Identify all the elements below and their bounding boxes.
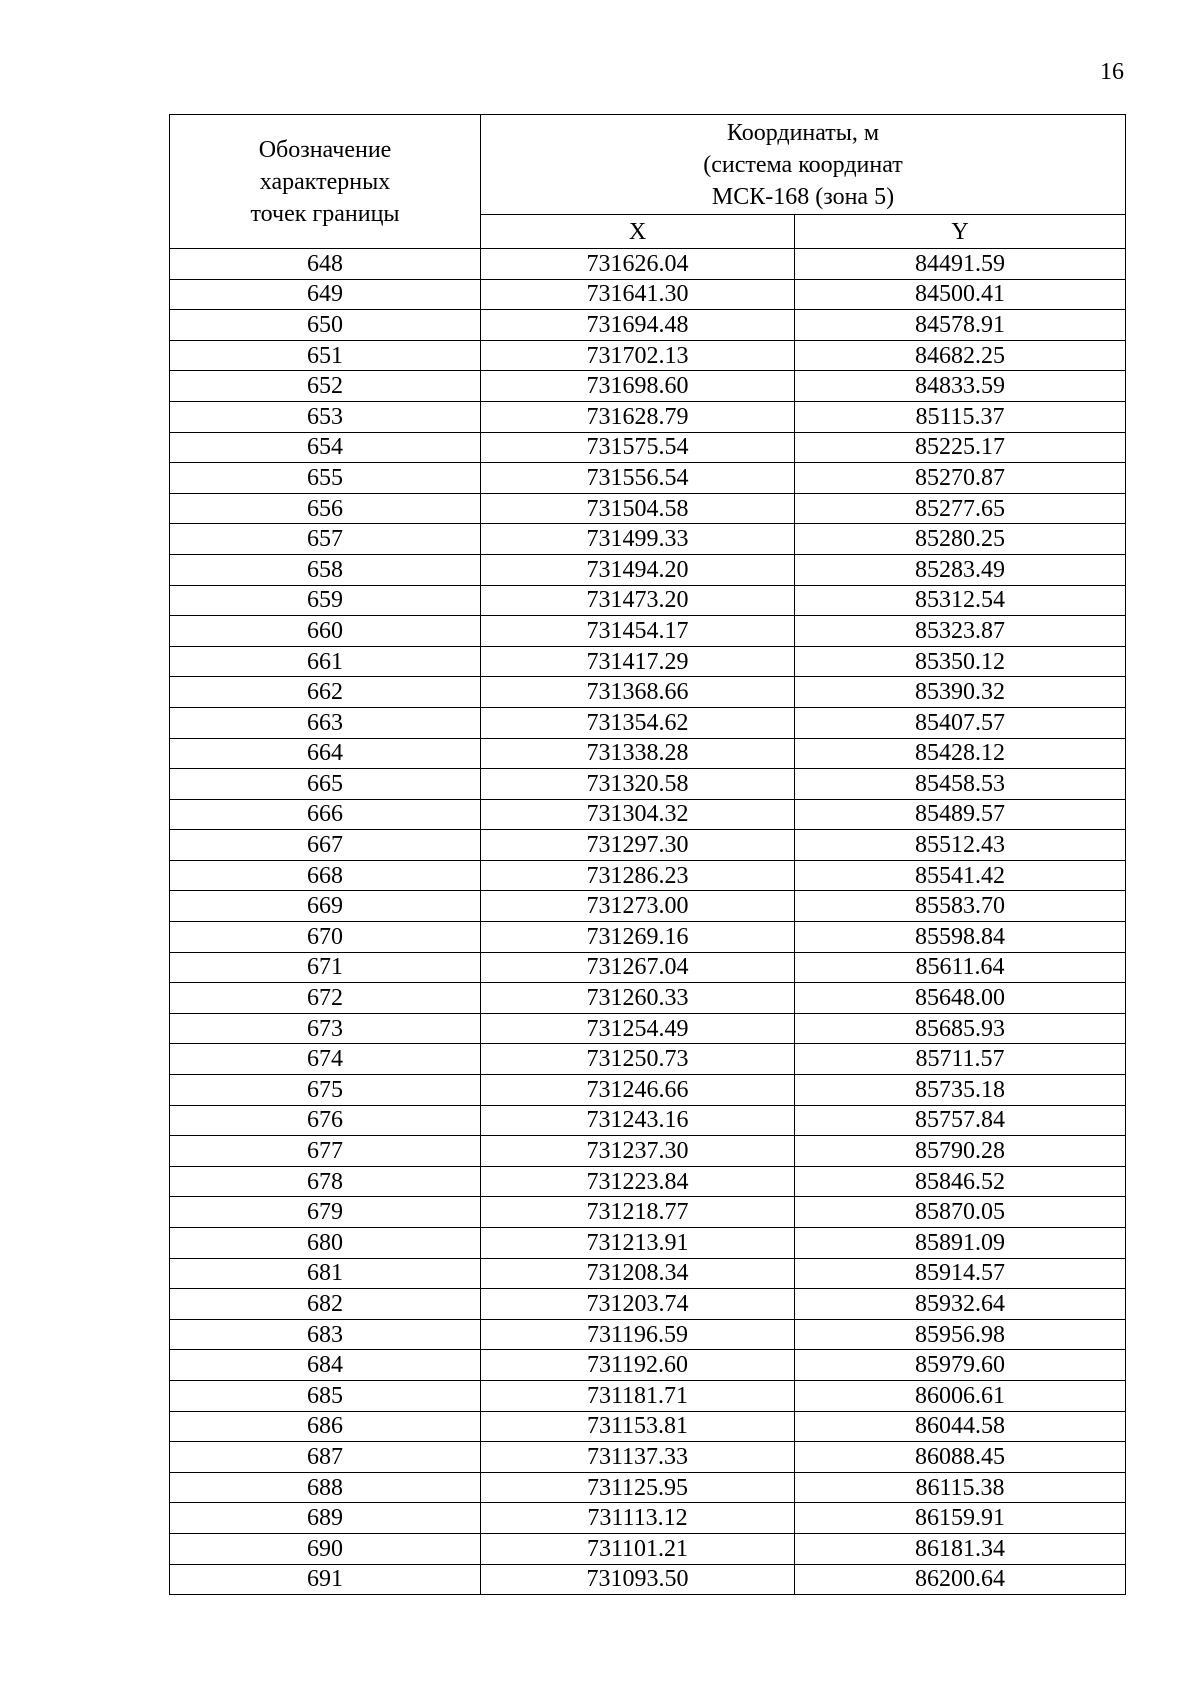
cell-y: 86006.61 — [795, 1380, 1126, 1411]
cell-point-number: 670 — [170, 922, 481, 953]
cell-x: 731267.04 — [481, 952, 795, 983]
cell-point-number: 656 — [170, 493, 481, 524]
cell-point-number: 649 — [170, 279, 481, 310]
cell-x: 731368.66 — [481, 677, 795, 708]
cell-point-number: 691 — [170, 1564, 481, 1595]
cell-point-number: 684 — [170, 1350, 481, 1381]
table-row — [170, 1350, 1126, 1381]
table-row — [170, 1044, 1126, 1075]
cell-point-number: 681 — [170, 1258, 481, 1289]
cell-y: 84491.59 — [795, 249, 1126, 280]
table-row — [170, 799, 1126, 830]
cell-point-number: 651 — [170, 340, 481, 371]
table-row — [170, 1258, 1126, 1289]
cell-x: 731297.30 — [481, 830, 795, 861]
cell-x: 731286.23 — [481, 860, 795, 891]
cell-y: 86200.64 — [795, 1564, 1126, 1595]
header-coordinates-group — [481, 115, 1126, 215]
table-row — [170, 1442, 1126, 1473]
cell-x: 731237.30 — [481, 1136, 795, 1167]
cell-y: 84578.91 — [795, 310, 1126, 341]
table-row — [170, 1136, 1126, 1167]
table-row — [170, 646, 1126, 677]
cell-y: 85512.43 — [795, 830, 1126, 861]
cell-y: 85541.42 — [795, 860, 1126, 891]
cell-y: 85846.52 — [795, 1166, 1126, 1197]
cell-x: 731473.20 — [481, 585, 795, 616]
cell-y: 85312.54 — [795, 585, 1126, 616]
cell-point-number: 683 — [170, 1319, 481, 1350]
table-row — [170, 769, 1126, 800]
table-row — [170, 1228, 1126, 1259]
table-row — [170, 1075, 1126, 1106]
table-row — [170, 860, 1126, 891]
cell-point-number: 659 — [170, 585, 481, 616]
header-point-designation — [170, 115, 481, 249]
cell-x: 731454.17 — [481, 616, 795, 647]
table-row — [170, 1197, 1126, 1228]
table-row — [170, 310, 1126, 341]
cell-point-number: 676 — [170, 1105, 481, 1136]
cell-y: 85648.00 — [795, 983, 1126, 1014]
table-row — [170, 1503, 1126, 1534]
cell-y: 86159.91 — [795, 1503, 1126, 1534]
cell-point-number: 652 — [170, 371, 481, 402]
cell-x: 731556.54 — [481, 463, 795, 494]
cell-x: 731354.62 — [481, 707, 795, 738]
cell-point-number: 663 — [170, 707, 481, 738]
cell-point-number: 673 — [170, 1013, 481, 1044]
cell-x: 731254.49 — [481, 1013, 795, 1044]
cell-point-number: 668 — [170, 860, 481, 891]
cell-y: 85956.98 — [795, 1319, 1126, 1350]
cell-y: 85270.87 — [795, 463, 1126, 494]
table-row — [170, 279, 1126, 310]
cell-y: 86088.45 — [795, 1442, 1126, 1473]
table-row — [170, 952, 1126, 983]
cell-point-number: 687 — [170, 1442, 481, 1473]
cell-x: 731269.16 — [481, 922, 795, 953]
cell-x: 731153.81 — [481, 1411, 795, 1442]
cell-x: 731093.50 — [481, 1564, 795, 1595]
table-row — [170, 401, 1126, 432]
cell-x: 731125.95 — [481, 1472, 795, 1503]
table-row — [170, 830, 1126, 861]
cell-x: 731181.71 — [481, 1380, 795, 1411]
cell-point-number: 690 — [170, 1533, 481, 1564]
cell-x: 731417.29 — [481, 646, 795, 677]
table-row — [170, 1411, 1126, 1442]
cell-point-number: 679 — [170, 1197, 481, 1228]
table-header — [170, 115, 1126, 249]
cell-y: 85225.17 — [795, 432, 1126, 463]
cell-x: 731218.77 — [481, 1197, 795, 1228]
cell-point-number: 669 — [170, 891, 481, 922]
cell-x: 731628.79 — [481, 401, 795, 432]
table-row — [170, 1289, 1126, 1320]
cell-point-number: 664 — [170, 738, 481, 769]
cell-point-number: 667 — [170, 830, 481, 861]
page-number: 16 — [1100, 59, 1124, 85]
cell-y: 84500.41 — [795, 279, 1126, 310]
table-row — [170, 463, 1126, 494]
cell-x: 731694.48 — [481, 310, 795, 341]
table-row — [170, 1166, 1126, 1197]
table-row — [170, 891, 1126, 922]
table-row — [170, 1472, 1126, 1503]
cell-x: 731338.28 — [481, 738, 795, 769]
cell-x: 731641.30 — [481, 279, 795, 310]
cell-x: 731273.00 — [481, 891, 795, 922]
cell-y: 85115.37 — [795, 401, 1126, 432]
cell-y: 85711.57 — [795, 1044, 1126, 1075]
table-row — [170, 554, 1126, 585]
header-coords-line: Координаты, м — [726, 119, 880, 146]
cell-y: 85790.28 — [795, 1136, 1126, 1167]
cell-point-number: 674 — [170, 1044, 481, 1075]
cell-point-number: 661 — [170, 646, 481, 677]
cell-x: 731320.58 — [481, 769, 795, 800]
cell-y: 85350.12 — [795, 646, 1126, 677]
table-row — [170, 340, 1126, 371]
cell-point-number: 665 — [170, 769, 481, 800]
cell-point-number: 662 — [170, 677, 481, 708]
cell-y: 85407.57 — [795, 707, 1126, 738]
cell-x: 731499.33 — [481, 524, 795, 555]
cell-y: 85914.57 — [795, 1258, 1126, 1289]
cell-x: 731101.21 — [481, 1533, 795, 1564]
header-coords-line: (система координат — [703, 151, 903, 178]
table-row — [170, 1380, 1126, 1411]
table-row — [170, 1013, 1126, 1044]
cell-x: 731192.60 — [481, 1350, 795, 1381]
table-row — [170, 616, 1126, 647]
cell-point-number: 685 — [170, 1380, 481, 1411]
table-row — [170, 738, 1126, 769]
cell-y: 85277.65 — [795, 493, 1126, 524]
cell-point-number: 671 — [170, 952, 481, 983]
cell-y: 85428.12 — [795, 738, 1126, 769]
cell-y: 85685.93 — [795, 1013, 1126, 1044]
cell-point-number: 672 — [170, 983, 481, 1014]
cell-x: 731243.16 — [481, 1105, 795, 1136]
cell-x: 731504.58 — [481, 493, 795, 524]
table-row — [170, 1533, 1126, 1564]
cell-point-number: 654 — [170, 432, 481, 463]
cell-point-number: 675 — [170, 1075, 481, 1106]
table-row — [170, 1564, 1126, 1595]
cell-x: 731260.33 — [481, 983, 795, 1014]
cell-y: 85323.87 — [795, 616, 1126, 647]
cell-y: 85390.32 — [795, 677, 1126, 708]
coordinates-table — [169, 114, 1126, 1595]
cell-point-number: 648 — [170, 249, 481, 280]
cell-y: 86181.34 — [795, 1533, 1126, 1564]
cell-point-number: 682 — [170, 1289, 481, 1320]
cell-y: 85735.18 — [795, 1075, 1126, 1106]
cell-point-number: 686 — [170, 1411, 481, 1442]
table-row — [170, 922, 1126, 953]
cell-x: 731208.34 — [481, 1258, 795, 1289]
cell-y: 85598.84 — [795, 922, 1126, 953]
cell-point-number: 666 — [170, 799, 481, 830]
cell-point-number: 660 — [170, 616, 481, 647]
cell-x: 731137.33 — [481, 1442, 795, 1473]
cell-point-number: 658 — [170, 554, 481, 585]
cell-x: 731626.04 — [481, 249, 795, 280]
cell-y: 86115.38 — [795, 1472, 1126, 1503]
cell-y: 85932.64 — [795, 1289, 1126, 1320]
cell-x: 731203.74 — [481, 1289, 795, 1320]
table-row — [170, 585, 1126, 616]
table-row — [170, 1319, 1126, 1350]
cell-x: 731113.12 — [481, 1503, 795, 1534]
cell-y: 84833.59 — [795, 371, 1126, 402]
table-row — [170, 432, 1126, 463]
cell-x: 731575.54 — [481, 432, 795, 463]
cell-y: 84682.25 — [795, 340, 1126, 371]
cell-y: 85458.53 — [795, 769, 1126, 800]
table-row — [170, 707, 1126, 738]
cell-y: 85283.49 — [795, 554, 1126, 585]
table-row — [170, 1105, 1126, 1136]
cell-x: 731698.60 — [481, 371, 795, 402]
cell-y: 85611.64 — [795, 952, 1126, 983]
cell-y: 85280.25 — [795, 524, 1126, 555]
cell-x: 731304.32 — [481, 799, 795, 830]
header-point-line: Обозначение — [258, 136, 392, 163]
cell-x: 731213.91 — [481, 1228, 795, 1259]
table-body — [170, 249, 1126, 1595]
table-row — [170, 371, 1126, 402]
cell-point-number: 678 — [170, 1166, 481, 1197]
cell-x: 731494.20 — [481, 554, 795, 585]
table-row — [170, 524, 1126, 555]
cell-point-number: 655 — [170, 463, 481, 494]
cell-y: 85757.84 — [795, 1105, 1126, 1136]
table-row — [170, 983, 1126, 1014]
cell-x: 731196.59 — [481, 1319, 795, 1350]
cell-y: 85979.60 — [795, 1350, 1126, 1381]
cell-x: 731223.84 — [481, 1166, 795, 1197]
cell-y: 85891.09 — [795, 1228, 1126, 1259]
cell-point-number: 650 — [170, 310, 481, 341]
table-row — [170, 249, 1126, 280]
cell-y: 85870.05 — [795, 1197, 1126, 1228]
cell-point-number: 653 — [170, 401, 481, 432]
header-point-line: характерных — [259, 168, 391, 195]
cell-x: 731246.66 — [481, 1075, 795, 1106]
cell-point-number: 657 — [170, 524, 481, 555]
header-x: X — [481, 215, 795, 249]
table-row — [170, 677, 1126, 708]
cell-y: 85583.70 — [795, 891, 1126, 922]
header-y: Y — [795, 215, 1126, 249]
header-coords-line: МСК-168 (зона 5) — [711, 183, 895, 210]
cell-y: 85489.57 — [795, 799, 1126, 830]
cell-x: 731702.13 — [481, 340, 795, 371]
table-row — [170, 493, 1126, 524]
cell-point-number: 677 — [170, 1136, 481, 1167]
cell-point-number: 680 — [170, 1228, 481, 1259]
header-point-line: точек границы — [250, 200, 400, 227]
cell-point-number: 689 — [170, 1503, 481, 1534]
cell-y: 86044.58 — [795, 1411, 1126, 1442]
cell-x: 731250.73 — [481, 1044, 795, 1075]
cell-point-number: 688 — [170, 1472, 481, 1503]
